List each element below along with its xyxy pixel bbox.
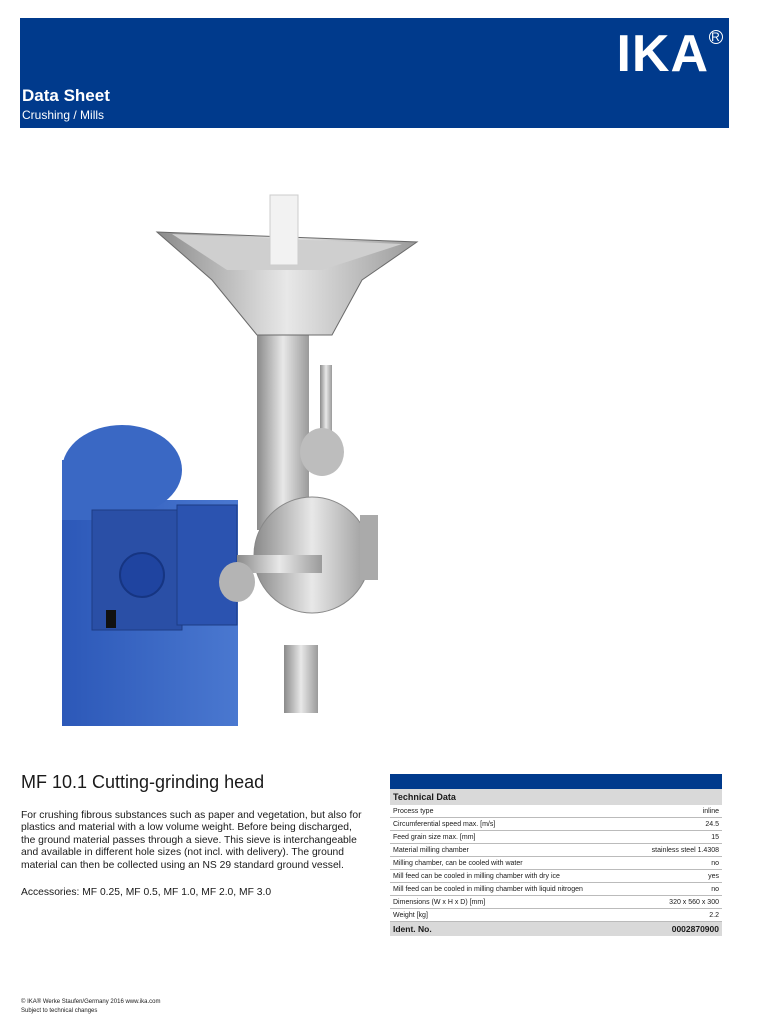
ident-row xyxy=(390,922,722,937)
spec-value: 15 xyxy=(632,831,722,844)
product-title: MF 10.1 Cutting-grinding head xyxy=(21,772,265,792)
header-banner xyxy=(20,18,729,128)
table-row xyxy=(390,831,722,844)
product-image xyxy=(62,190,422,726)
page-title: Data Sheet xyxy=(22,86,110,105)
accessories-text: Accessories: MF 0.25, MF 0.5, MF 1.0, MF 2.0, MF 3.0 xyxy=(21,887,272,898)
arm-knob xyxy=(219,562,255,602)
disclaimer-line: Subject to technical changes xyxy=(21,1008,98,1014)
table-row xyxy=(390,883,722,896)
page-subtitle: Crushing / Mills xyxy=(22,108,105,122)
power-switch xyxy=(106,610,116,628)
ika-logo xyxy=(616,25,721,83)
spec-label: Feed grain size max. [mm] xyxy=(390,831,632,844)
table-row xyxy=(390,857,722,870)
spec-value: inline xyxy=(632,805,722,818)
spec-label: Weight [kg] xyxy=(390,909,632,922)
footer xyxy=(21,998,160,1016)
spec-value: no xyxy=(632,883,722,896)
lever-knob xyxy=(300,428,344,476)
spec-label: Process type xyxy=(390,805,632,818)
spec-label: Mill feed can be cooled in milling chamber with dry ice xyxy=(390,870,632,883)
spec-value: yes xyxy=(632,870,722,883)
table-row xyxy=(390,818,722,831)
spec-label: Mill feed can be cooled in milling chamber with liquid nitrogen xyxy=(390,883,632,896)
ident-label: Ident. No. xyxy=(390,922,632,937)
spec-label: Milling chamber, can be cooled with water xyxy=(390,857,632,870)
speed-knob xyxy=(120,553,164,597)
product-description: For crushing fibrous substances such as paper and vegetation, but also for plastics and material with a low volume weight. Before being discharged, the ground material passes through a sieve. This sieve is interchangeable and available in different hole sizes (not incl. with delivery). The ground material can then be collected using an NS 29 standard ground vessel. xyxy=(21,810,362,871)
table-row xyxy=(390,870,722,883)
spec-label: Material milling chamber xyxy=(390,844,632,857)
technical-data-header: Technical Data xyxy=(390,789,722,805)
table-top-bar xyxy=(390,774,722,789)
spec-value: 320 x 560 x 300 xyxy=(632,896,722,909)
spec-table xyxy=(390,805,722,936)
spec-value: no xyxy=(632,857,722,870)
ident-value: 0002870900 xyxy=(632,922,722,937)
spec-value: 24.5 xyxy=(632,818,722,831)
spec-value: stainless steel 1.4308 xyxy=(632,844,722,857)
pusher xyxy=(270,195,298,265)
spec-label: Circumferential speed max. [m/s] xyxy=(390,818,632,831)
table-row xyxy=(390,896,722,909)
table-row xyxy=(390,909,722,922)
technical-data-table xyxy=(390,774,722,936)
table-row xyxy=(390,805,722,818)
chamber-hinge xyxy=(360,515,378,580)
copyright-line: © IKA® Werke Staufen/Germany 2016 www.ika.com xyxy=(21,999,161,1005)
spec-label: Dimensions (W x H x D) [mm] xyxy=(390,896,632,909)
registered-mark: R xyxy=(709,30,723,44)
lever-rod xyxy=(320,365,332,435)
outlet xyxy=(284,645,318,713)
table-row xyxy=(390,844,722,857)
logo-text: IKA xyxy=(616,25,709,83)
spec-value: 2.2 xyxy=(632,909,722,922)
